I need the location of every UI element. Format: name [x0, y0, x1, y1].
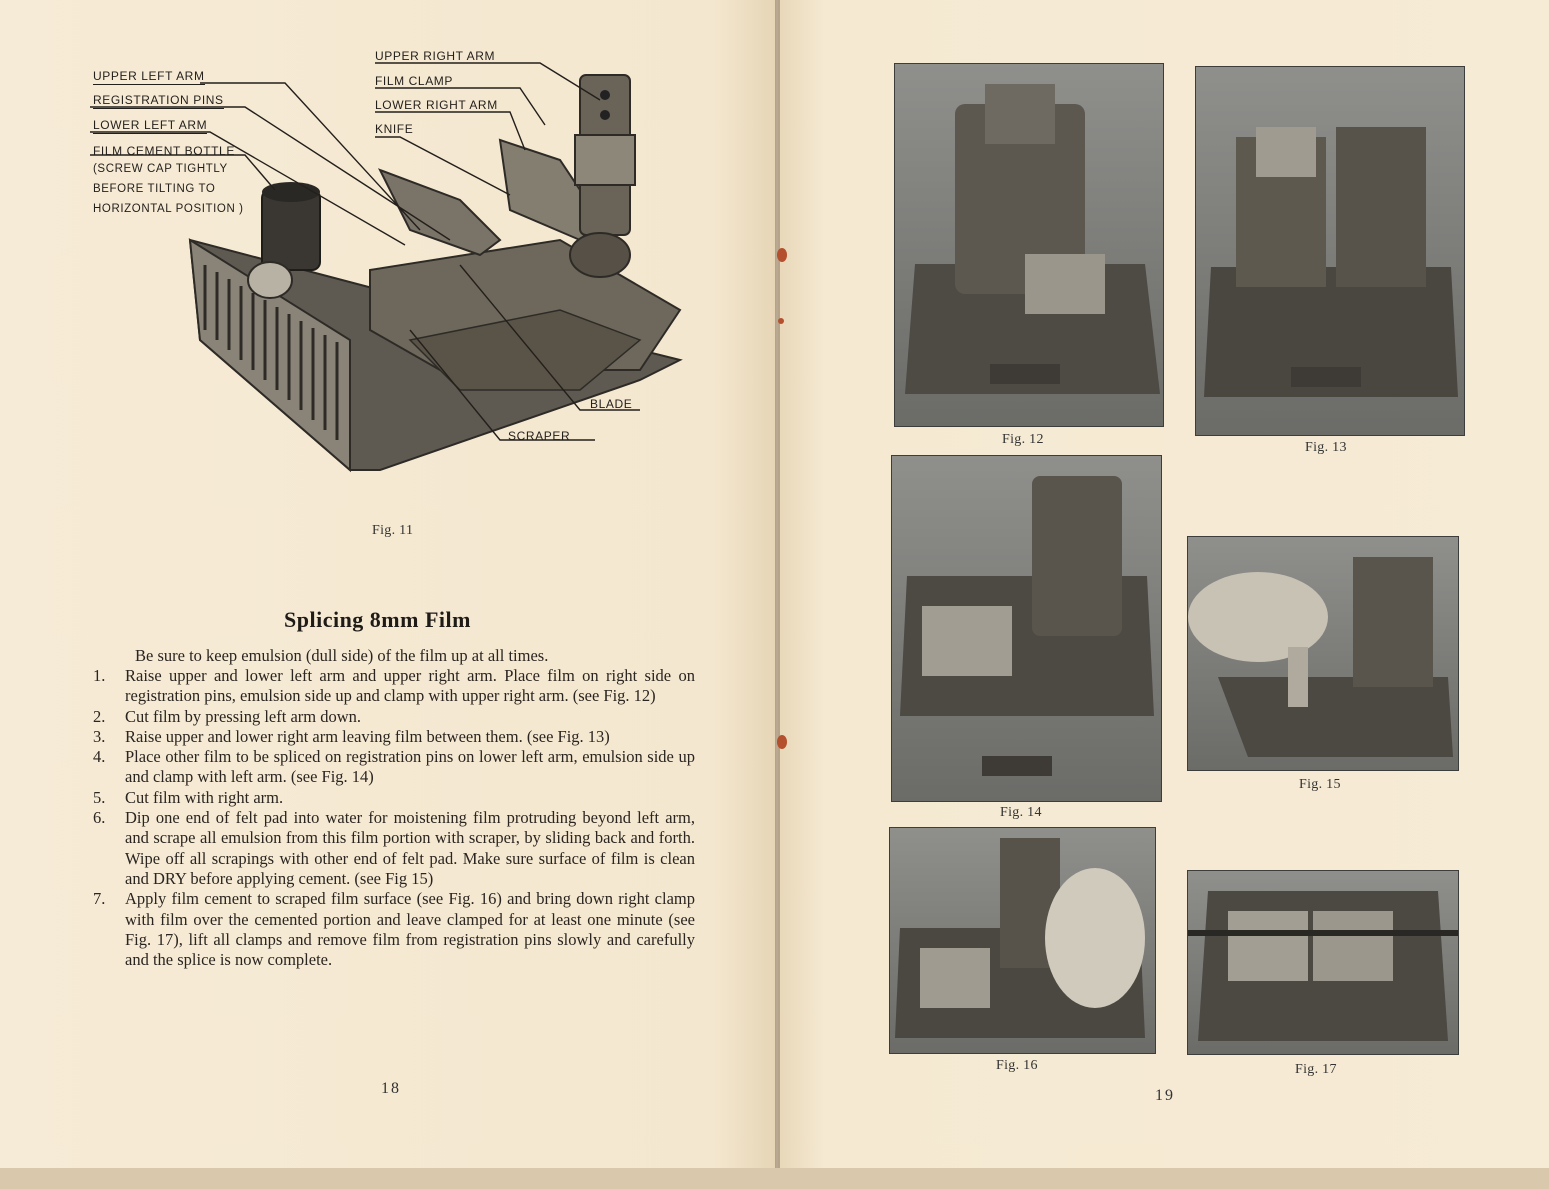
step-item [88, 727, 695, 747]
callout-lower-left-arm: LOWER LEFT ARM [93, 118, 208, 132]
figure-13-caption: Fig. 13 [1305, 440, 1347, 455]
figure-15-caption: Fig. 15 [1299, 777, 1341, 792]
figure-11-caption: Fig. 11 [372, 523, 414, 538]
photo-fig-16 [889, 827, 1156, 1054]
figure-17-caption: Fig. 17 [1295, 1062, 1337, 1077]
instruction-steps [88, 666, 695, 970]
step-text: Place other film to be spliced on registration pins on lower left arm, emulsion side up and clamp with left arm. (see Fig. 14) [125, 747, 695, 787]
photo-fig-14 [891, 455, 1162, 802]
step-number: 3. [93, 726, 106, 746]
step-item [88, 707, 695, 727]
callout-knife: KNIFE [375, 122, 414, 136]
page-bottom-edge [0, 1168, 1549, 1189]
step-number: 4. [93, 747, 106, 767]
binding-stitch [777, 735, 787, 749]
callout-screw-cap-line-2: BEFORE TILTING TO [93, 183, 216, 195]
step-text: Apply film cement to scraped film surface (see Fig. 16) and bring down right clamp with film over the cemented portion and leave clamped for at least one minute (see Fig. 17), lift all clamps and remove film from registration pins slowly and carefully and the splice is now complete. [125, 889, 695, 970]
right-page [778, 0, 1549, 1170]
callout-lower-right-arm: LOWER RIGHT ARM [375, 98, 498, 112]
step-number: 6. [93, 808, 106, 828]
book-gutter [775, 0, 780, 1189]
callout-registration-pins: REGISTRATION PINS [93, 93, 224, 107]
callout-blade: BLADE [590, 397, 633, 411]
callout-screw-cap-line-3: HORIZONTAL POSITION ) [93, 203, 244, 215]
callout-upper-left-arm: UPPER LEFT ARM [93, 69, 205, 83]
step-item [88, 747, 695, 788]
photo-fig-15 [1187, 536, 1459, 771]
callout-upper-right-arm: UPPER RIGHT ARM [375, 49, 496, 63]
callout-screw-cap-line-1: (SCREW CAP TIGHTLY [93, 163, 228, 175]
page-number-right: 19 [1155, 1087, 1175, 1104]
step-text: Cut film with right arm. [125, 787, 284, 807]
step-text: Cut film by pressing left arm down. [125, 706, 362, 726]
step-item [88, 889, 695, 970]
step-number: 5. [93, 787, 106, 807]
binding-stitch [777, 248, 787, 262]
step-text: Raise upper and lower right arm leaving film between them. (see Fig. 13) [125, 726, 610, 746]
figure-12-caption: Fig. 12 [1002, 432, 1044, 447]
step-number: 1. [93, 666, 106, 685]
figure-11 [80, 40, 700, 510]
step-item [88, 788, 695, 808]
photo-fig-13 [1195, 66, 1465, 436]
callout-film-clamp: FILM CLAMP [375, 74, 454, 88]
step-number: 7. [93, 889, 106, 909]
step-text: Dip one end of felt pad into water for moistening film protruding beyond left arm, and scrape all emulsion from this film portion with scraper, by sliding back and forth. Wipe off all scrapings with other end of felt pad. Make sure surface of film is clean and DRY before applying cement. (see Fig 15) [125, 808, 695, 888]
intro-paragraph: Be sure to keep emulsion (dull side) of the film up at all times. [135, 646, 549, 665]
step-text: Raise upper and lower left arm and upper right arm. Place film on right side on registration pins, emulsion side up and clamp with upper right arm. (see Fig. 12) [125, 666, 695, 706]
section-heading: Splicing 8mm Film [284, 607, 471, 632]
binding-stitch [778, 318, 784, 324]
step-number: 2. [93, 706, 106, 726]
figure-16-caption: Fig. 16 [996, 1058, 1038, 1073]
callout-film-cement-bottle: FILM CEMENT BOTTLE [93, 144, 235, 158]
photo-fig-12 [894, 63, 1164, 427]
step-item [88, 666, 695, 707]
photo-fig-17 [1187, 870, 1459, 1055]
callout-scraper: SCRAPER [508, 429, 571, 443]
step-item [88, 808, 695, 889]
left-page [0, 0, 776, 1170]
figure-14-caption: Fig. 14 [1000, 805, 1042, 820]
page-number-left: 18 [381, 1080, 401, 1097]
